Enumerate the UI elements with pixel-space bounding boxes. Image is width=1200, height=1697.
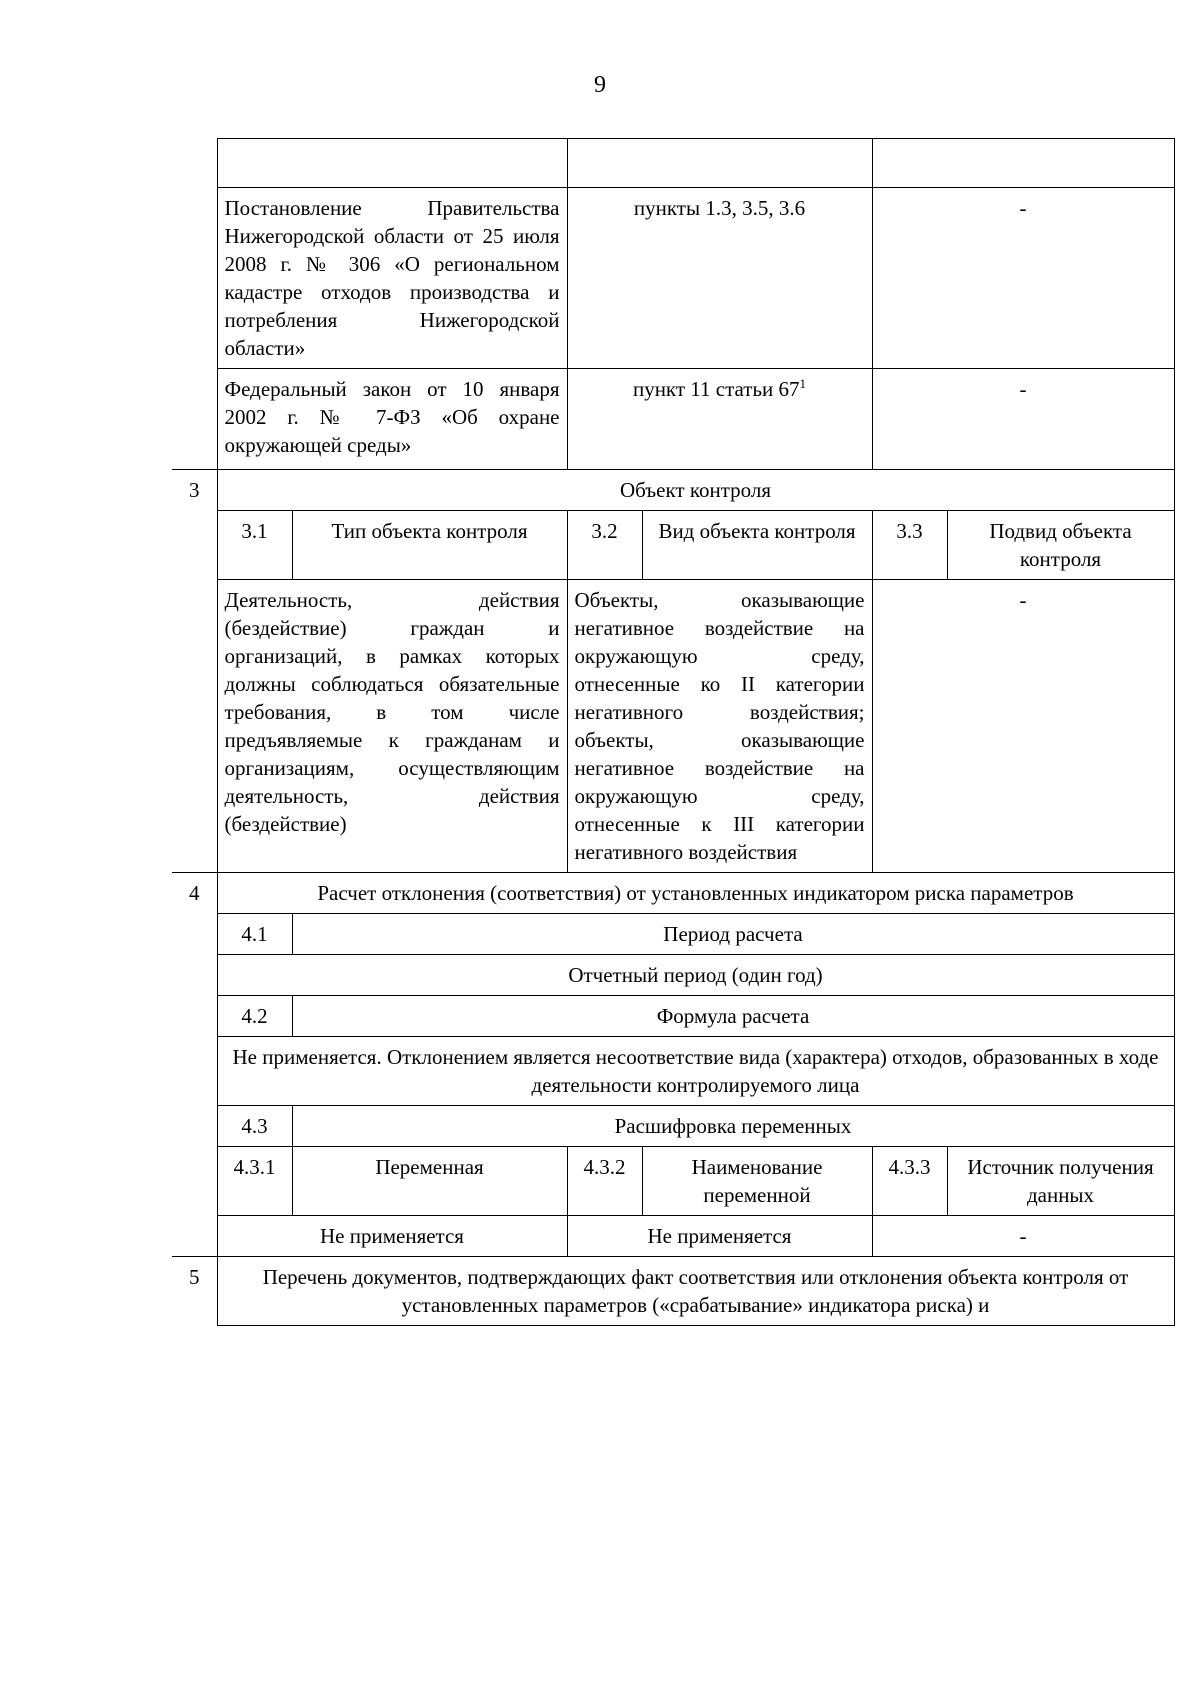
subsection-label: Тип объекта контроля — [292, 511, 567, 580]
table-row — [172, 1106, 1174, 1147]
subsection-number: 3.1 — [217, 511, 292, 580]
legal-act-note: - — [872, 369, 1174, 470]
subsection-label: Вид объекта контроля — [642, 511, 872, 580]
footnote-superscript: 1 — [799, 376, 807, 391]
object-kind-value: Объекты, оказывающие негативное воздействие на окружающую среду, отнесенные ко II категории негативного воздействия; объекты, оказывающие негативное воздействие на окружающую среду, отнесенные к III категории негативного воздействия — [567, 580, 872, 873]
table-row — [172, 1037, 1174, 1106]
legal-act-note: - — [872, 188, 1174, 369]
table-row — [172, 580, 1174, 873]
section-header — [172, 1257, 1174, 1326]
subsection-number: 4.3.1 — [217, 1147, 292, 1216]
legal-act-name: Федеральный закон от 10 января 2002 г. № 7-ФЗ «Об охране окружающей среды» — [217, 369, 567, 470]
risk-indicator-table — [172, 138, 1175, 1326]
table-row — [172, 188, 1174, 369]
subsection-number: 4.2 — [217, 996, 292, 1037]
table-row — [172, 369, 1174, 470]
object-type-value: Деятельность, действия (бездействие) граждан и организаций, в рамках которых должны соблюдаться обязательные требования, в том числе предъявляемые к гражданам и организациям, осуществляющим деятельность, действия (бездействие) — [217, 580, 567, 873]
table-row — [172, 139, 1174, 188]
subsection-label: Формула расчета — [292, 996, 1174, 1037]
formula-value: Не применяется. Отклонением является несоответствие вида (характера) отходов, образованных в ходе деятельности контролируемого лица — [217, 1037, 1174, 1106]
table-row — [172, 1216, 1174, 1257]
subsection-label: Подвид объекта контроля — [947, 511, 1174, 580]
column-label: Переменная — [292, 1147, 567, 1216]
legal-act-articles: пункты 1.3, 3.5, 3.6 — [567, 188, 872, 369]
section-number: 4 — [172, 873, 217, 914]
variable-source-value: - — [872, 1216, 1174, 1257]
section-number: 3 — [172, 470, 217, 511]
section-header — [172, 470, 1174, 511]
subsection-label: Расшифровка переменных — [292, 1106, 1174, 1147]
subsection-number: 3.3 — [872, 511, 947, 580]
period-value: Отчетный период (один год) — [217, 955, 1174, 996]
section-title: Расчет отклонения (соответствия) от установленных индикатором риска параметров — [217, 873, 1174, 914]
section-number: 5 — [172, 1257, 217, 1326]
subsection-number: 3.2 — [567, 511, 642, 580]
section-title: Объект контроля — [217, 470, 1174, 511]
table-row — [172, 955, 1174, 996]
section-title: Перечень документов, подтверждающих факт соответствия или отклонения объекта контроля от установленных параметров («срабатывание» индикатора риска) и — [217, 1257, 1174, 1326]
section-header — [172, 873, 1174, 914]
subsection-number: 4.1 — [217, 914, 292, 955]
variable-value: Не применяется — [217, 1216, 567, 1257]
page-number: 9 — [594, 72, 606, 98]
subsection-label: Период расчета — [292, 914, 1174, 955]
subsection-number: 4.3.3 — [872, 1147, 947, 1216]
column-label: Наименование переменной — [642, 1147, 872, 1216]
legal-act-articles: пункт 11 статьи $67^1$ — [567, 369, 872, 470]
legal-act-name: Постановление Правительства Нижегородской области от 25 июля 2008 г. № 306 «О региональном кадастре отходов производства и потребления Нижегородской области» — [217, 188, 567, 369]
table-row — [172, 996, 1174, 1037]
table-row — [172, 914, 1174, 955]
table-row — [172, 1147, 1174, 1216]
subsection-number: 4.3 — [217, 1106, 292, 1147]
column-label: Источник получения данных — [947, 1147, 1174, 1216]
variable-name-value: Не применяется — [567, 1216, 872, 1257]
table-row — [172, 511, 1174, 580]
subsection-number: 4.3.2 — [567, 1147, 642, 1216]
object-subkind-value: - — [872, 580, 1174, 873]
